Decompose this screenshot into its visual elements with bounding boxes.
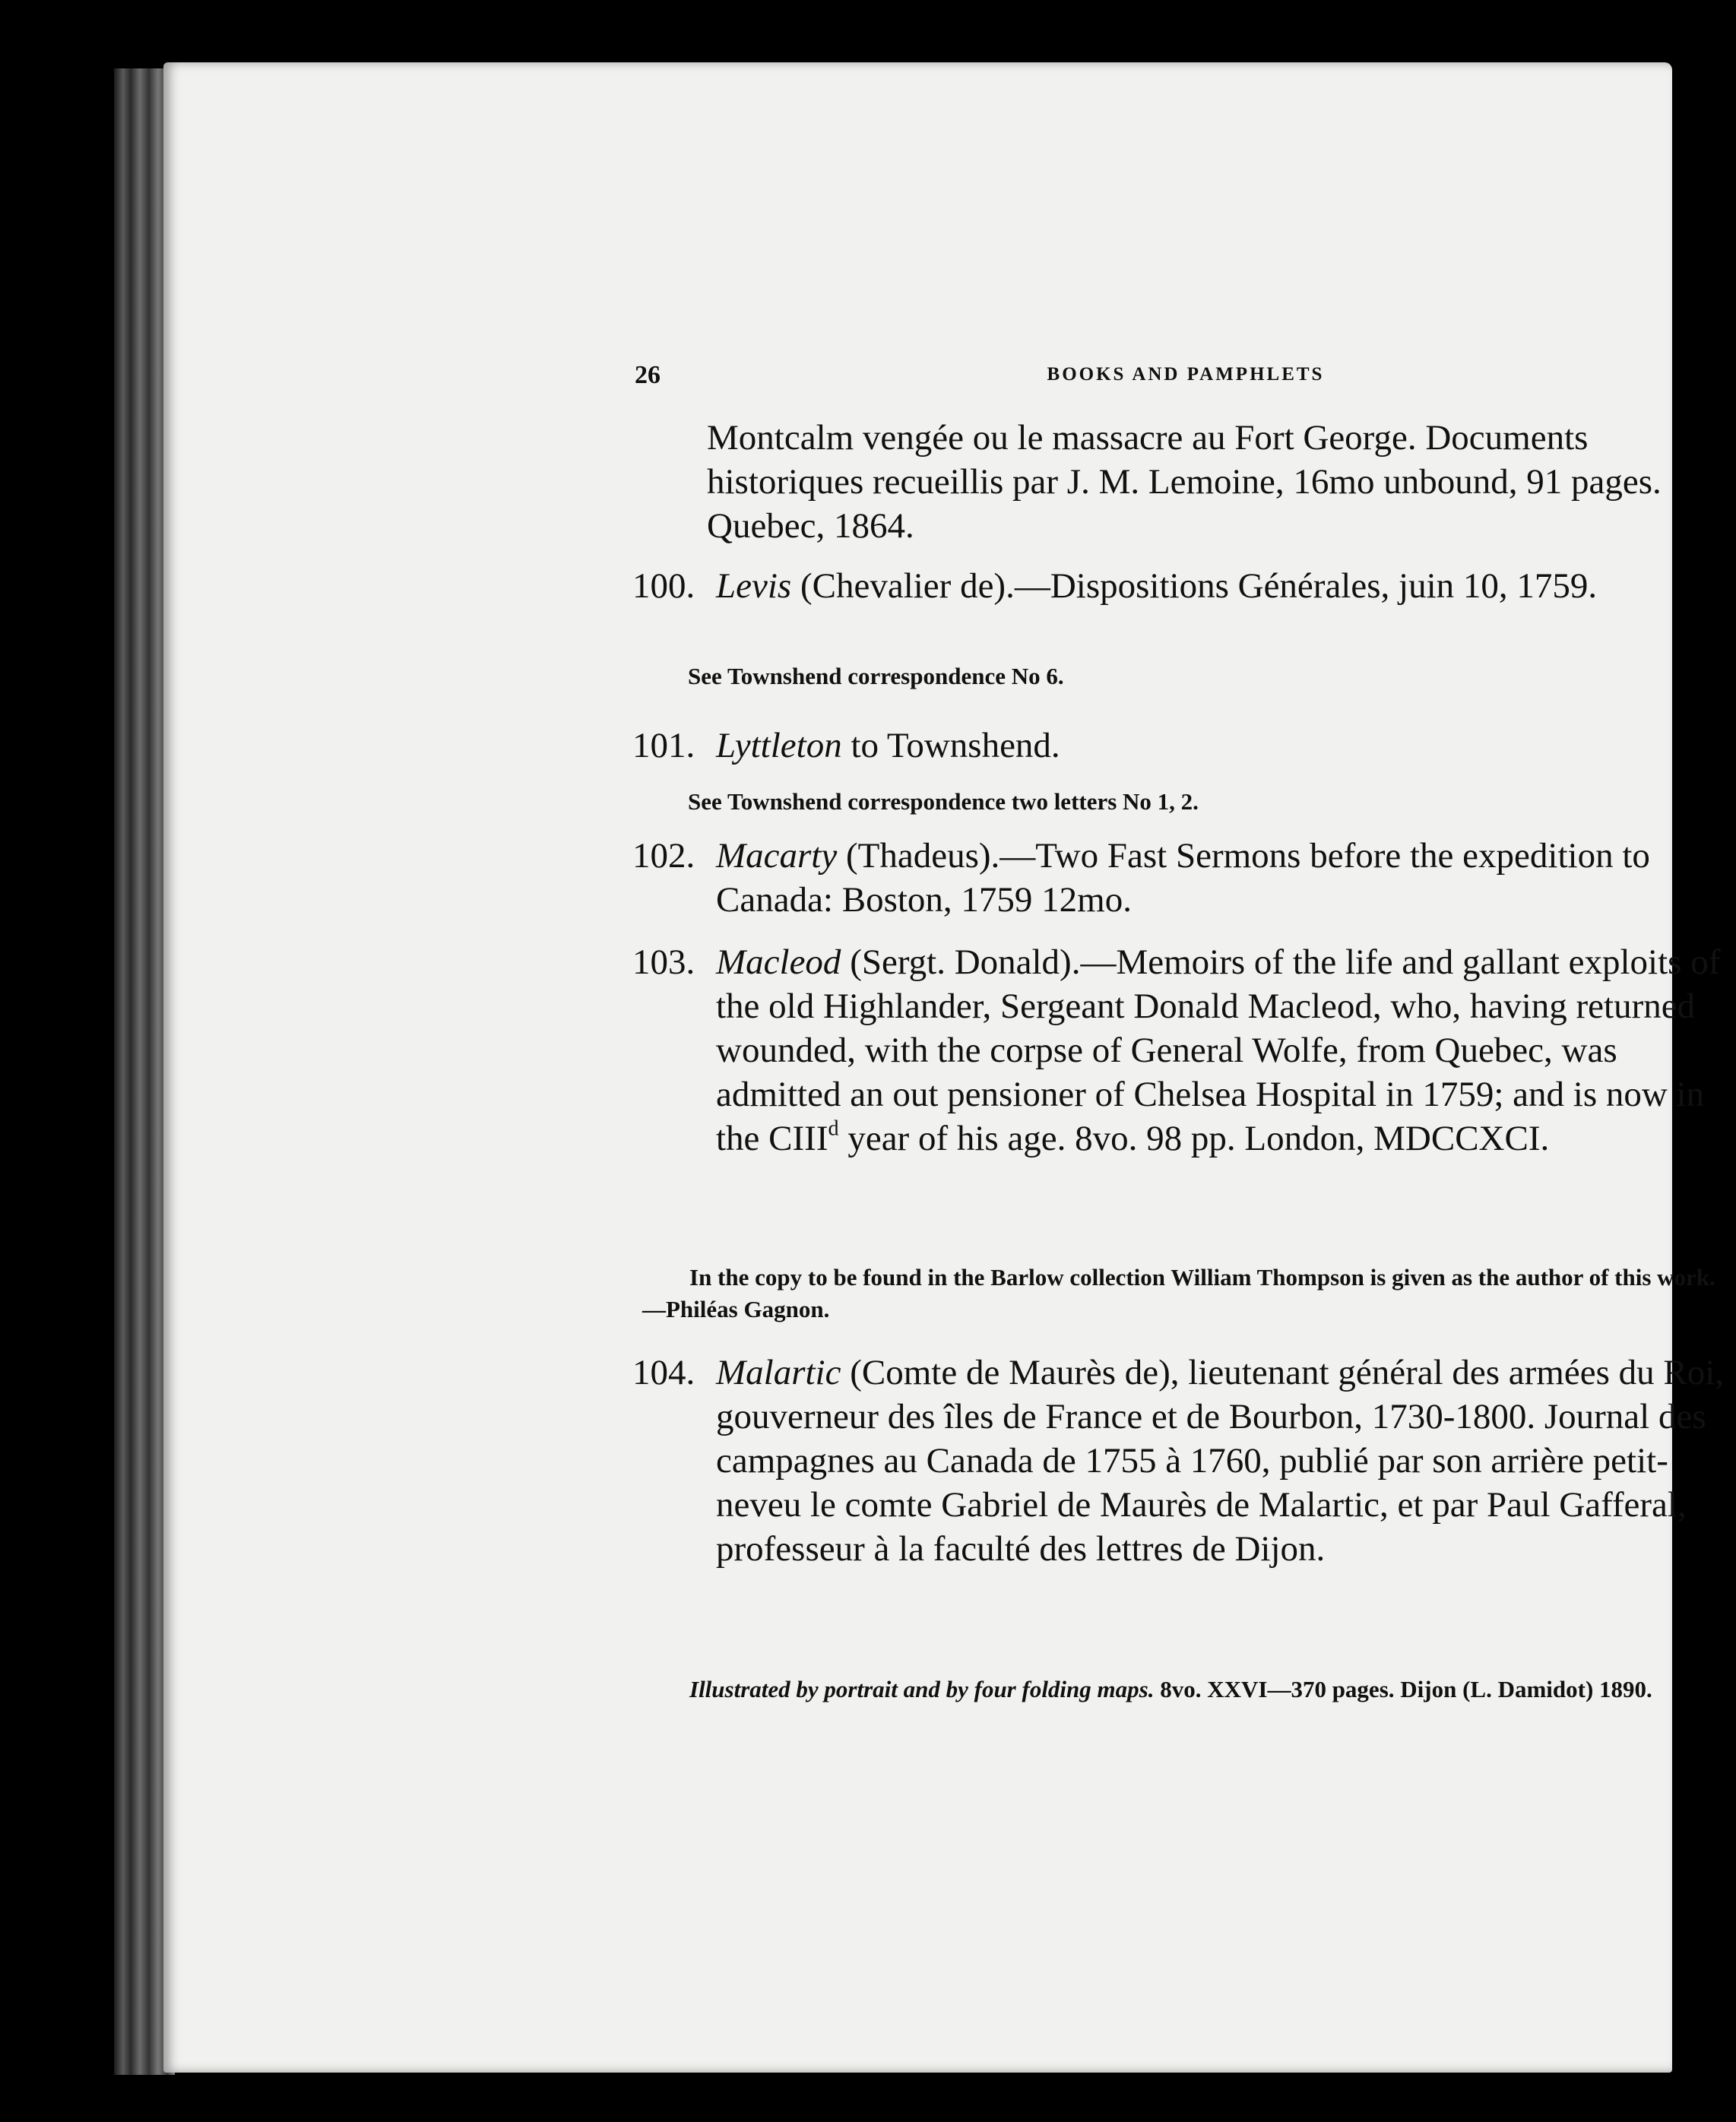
entry-text: Lyttleton to Townshend. — [716, 726, 1060, 765]
entry-author: Malartic — [716, 1353, 841, 1392]
entry-104-note: Illustrated by portrait and by four folding maps. 8vo. XXVI—370 pages. Dijon (L. Damidot) 1890. — [689, 1676, 1652, 1702]
entry-101-note: See Townshend correspondence two letters No 1, 2. — [688, 788, 1199, 815]
entry-104 — [632, 1351, 1736, 1571]
intro-text: Montcalm vengée ou le massacre au Fort George. Documents historiques recueillis par J. M. Lemoine, 16mo unbound, 91 pages. Quebec, 1864. — [707, 418, 1662, 546]
entry-103-note: In the copy to be found in the Barlow collection William Thompson is given as the author of this work.—Philéas Gagnon. — [642, 1264, 1715, 1322]
entry-number: 101. — [632, 726, 695, 765]
book-page — [163, 62, 1725, 2073]
superscript: d — [828, 1116, 839, 1141]
entry-number: 100. — [632, 566, 695, 606]
entry-number: 103. — [632, 942, 695, 982]
entry-100 — [632, 564, 1736, 608]
entry-number: 102. — [632, 836, 695, 876]
entry-number: 104. — [632, 1353, 695, 1392]
entry-text: Macleod (Sergt. Donald).—Memoirs of the life and gallant exploits of the old Highlander, Sergeant Donald Macleod, who, having returned wounded, with the corpse of General Wolfe, from Quebec, was admitted an out pensioner of Chelsea Hospital in 1759; and is now in the CIII$^d$ year of his age. 8vo. 98 pp. London, MDCCXCI. — [716, 942, 1721, 1158]
running-head: BOOKS AND PAMPHLETS — [1047, 364, 1325, 385]
entry-text: Levis (Chevalier de).—Dispositions Générales, juin 10, 1759. — [716, 566, 1598, 606]
entry-101 — [632, 724, 1736, 768]
note-italic: Illustrated by portrait and by four folding maps. — [689, 1676, 1155, 1702]
entry-author: Macleod — [716, 942, 841, 982]
page-header — [163, 361, 1672, 391]
page-number: 26 — [635, 361, 661, 389]
entry-text: Macarty (Thadeus).—Two Fast Sermons before the expedition to Canada: Boston, 1759 12mo. — [716, 836, 1650, 920]
entry-author: Lyttleton — [716, 726, 842, 765]
entry-author: Macarty — [716, 836, 838, 876]
entry-author: Levis — [716, 566, 792, 606]
entry-102 — [632, 834, 1736, 922]
intro-entry — [707, 416, 1736, 548]
entry-103 — [632, 940, 1736, 1161]
entry-text: Malartic (Comte de Maurès de), lieutenant général des armées du Roi, gouverneur des îles de France et de Bourbon, 1730-1800. Journal des campagnes au Canada de 1755 à 1760, publié par son arrière petit-neveu le comte Gabriel de Maurès de Malartic, et par Paul Gafferal, professeur à la faculté des lettres de Dijon. — [716, 1353, 1725, 1569]
page-content — [163, 62, 1725, 2073]
entry-100-note: See Townshend correspondence No 6. — [688, 663, 1064, 689]
